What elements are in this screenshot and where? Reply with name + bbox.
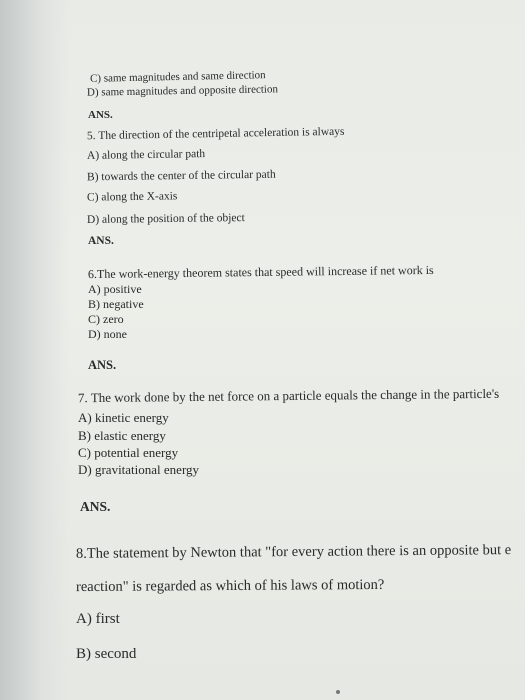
q6-ans: ANS. (88, 358, 117, 372)
q7-option-c: C) potential energy (78, 445, 179, 460)
q5-question: 5. The direction of the centripetal acceleration is always (86, 125, 345, 143)
q7-option-a: A) kinetic energy (78, 410, 169, 425)
q5-option-b: B) towards the center of the circular path (86, 168, 276, 184)
q6-option-c: C) zero (88, 312, 124, 326)
q7-question: 7. The work done by the net force on a particle equals the change in the particle's (77, 385, 500, 406)
q6-option-b: B) negative (88, 297, 144, 311)
q5-option-d: D) along the position of the object (86, 212, 245, 226)
q6-option-d: D) none (88, 327, 127, 341)
q4-option-c: C) same magnitudes and same direction (89, 69, 266, 85)
q5-ans: ANS. (88, 235, 114, 247)
q4-ans: ANS. (88, 109, 113, 121)
q7-ans: ANS. (80, 499, 111, 514)
q6-question: 6.The work-energy theorem states that speed will increase if net work is (87, 262, 434, 282)
page-shadow (0, 0, 70, 700)
q7-option-d: D) gravitational energy (78, 462, 200, 477)
q8-question-line1: 8.The statement by Newton that "for every action there is an opposite but e (75, 542, 512, 562)
q8-option-a: A) first (76, 611, 120, 627)
q7-option-b: B) elastic energy (78, 428, 166, 443)
q6-option-a: A) positive (88, 282, 142, 296)
q8-question-line2: reaction" is regarded as which of his laws of motion? (75, 576, 385, 596)
q5-option-c: C) along the X-axis (86, 190, 178, 204)
q4-option-d: D) same magnitudes and opposite direction (86, 83, 279, 99)
q8-option-b: B) second (76, 646, 137, 662)
q5-option-a: A) along the circular path (86, 148, 206, 162)
page-number-mark (336, 690, 340, 694)
